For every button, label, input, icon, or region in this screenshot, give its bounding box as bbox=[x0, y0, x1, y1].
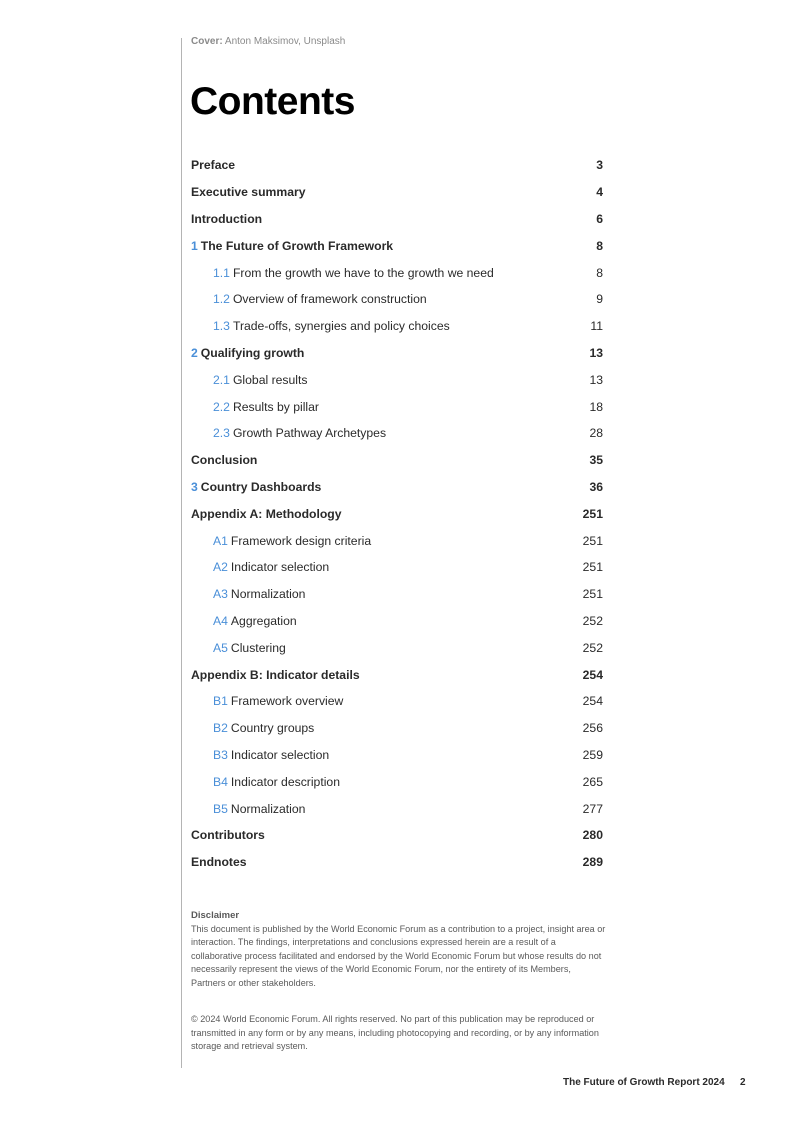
toc-entry-label: Framework design criteria bbox=[230, 533, 372, 548]
toc-entry-label: Global results bbox=[232, 372, 308, 387]
toc-entry-label: Qualifying growth bbox=[200, 345, 305, 360]
toc-entry-title bbox=[191, 239, 393, 253]
toc-entry-label: Executive summary bbox=[191, 185, 306, 200]
toc-entry[interactable] bbox=[191, 179, 603, 206]
toc-entry-page: 251 bbox=[582, 560, 603, 575]
toc-entry-label: Introduction bbox=[191, 211, 263, 226]
toc-entry-page: 251 bbox=[582, 587, 603, 602]
toc-entry-title bbox=[213, 721, 314, 735]
toc-entry[interactable] bbox=[191, 232, 603, 259]
toc-entry-page: 8 bbox=[596, 265, 603, 280]
toc-entry-number: B5 bbox=[213, 801, 228, 816]
toc-entry[interactable] bbox=[191, 152, 603, 179]
toc-entry-page: 254 bbox=[582, 694, 603, 709]
toc-entry[interactable] bbox=[191, 259, 603, 286]
disclaimer bbox=[191, 909, 607, 990]
toc-entry[interactable] bbox=[191, 581, 603, 608]
toc-entry-page: 18 bbox=[589, 399, 603, 414]
toc-entry-number: A3 bbox=[213, 587, 228, 602]
toc-entry-label: Aggregation bbox=[230, 613, 297, 628]
toc-entry[interactable] bbox=[191, 742, 603, 769]
toc-entry-label: Overview of framework construction bbox=[232, 292, 427, 307]
toc-entry-label: Conclusion bbox=[191, 453, 258, 468]
toc-entry-number: 1.1 bbox=[213, 265, 230, 280]
toc-entry[interactable] bbox=[191, 634, 603, 661]
toc-entry-label: Indicator selection bbox=[230, 747, 330, 762]
table-of-contents bbox=[191, 152, 603, 876]
toc-entry[interactable] bbox=[191, 822, 603, 849]
toc-entry-page: 13 bbox=[589, 345, 603, 360]
toc-entry[interactable] bbox=[191, 768, 603, 795]
toc-entry-number: A2 bbox=[213, 560, 228, 575]
toc-entry-title bbox=[191, 185, 306, 199]
toc-entry-page: 252 bbox=[582, 613, 603, 628]
disclaimer-heading: Disclaimer bbox=[191, 910, 240, 921]
toc-entry-title bbox=[213, 775, 340, 789]
toc-entry[interactable] bbox=[191, 447, 603, 474]
toc-entry-page: 8 bbox=[596, 238, 603, 253]
toc-entry-page: 254 bbox=[582, 667, 603, 682]
toc-entry-title bbox=[213, 560, 329, 574]
toc-entry-number: 2.1 bbox=[213, 372, 230, 387]
toc-entry-title bbox=[213, 802, 305, 816]
toc-entry-title bbox=[191, 507, 342, 521]
toc-entry-page: 252 bbox=[582, 640, 603, 655]
toc-entry-title bbox=[191, 480, 321, 494]
toc-entry[interactable] bbox=[191, 366, 603, 393]
toc-entry-title bbox=[213, 534, 371, 548]
toc-entry-title bbox=[213, 694, 343, 708]
toc-entry-label: From the growth we have to the growth we need bbox=[232, 265, 494, 280]
toc-entry-label: Appendix A: Methodology bbox=[191, 506, 342, 521]
toc-entry-page: 28 bbox=[589, 426, 603, 441]
toc-entry-page: 4 bbox=[596, 185, 603, 200]
toc-entry-title bbox=[213, 266, 494, 280]
toc-entry-label: Results by pillar bbox=[232, 399, 319, 414]
toc-entry-page: 256 bbox=[582, 721, 603, 736]
toc-entry-number: A4 bbox=[213, 613, 228, 628]
toc-entry-number: A5 bbox=[213, 640, 228, 655]
toc-entry-page: 280 bbox=[582, 828, 603, 843]
footer-report-title: The Future of Growth Report 2024 bbox=[563, 1077, 725, 1088]
toc-entry[interactable] bbox=[191, 340, 603, 367]
toc-entry-label: Preface bbox=[191, 158, 236, 173]
toc-entry-label: Country groups bbox=[230, 721, 315, 736]
toc-entry[interactable] bbox=[191, 795, 603, 822]
toc-entry-title bbox=[191, 668, 360, 682]
toc-entry-number: 2.3 bbox=[213, 426, 230, 441]
toc-entry[interactable] bbox=[191, 688, 603, 715]
toc-entry-title bbox=[191, 855, 247, 869]
toc-entry[interactable] bbox=[191, 393, 603, 420]
toc-entry-page: 13 bbox=[589, 372, 603, 387]
toc-entry[interactable] bbox=[191, 313, 603, 340]
toc-entry-number: 1.3 bbox=[213, 319, 230, 334]
toc-entry-title bbox=[191, 346, 304, 360]
toc-entry-number: B2 bbox=[213, 721, 228, 736]
toc-entry-label: Trade-offs, synergies and policy choices bbox=[232, 319, 450, 334]
toc-entry-title bbox=[213, 292, 427, 306]
toc-entry[interactable] bbox=[191, 206, 603, 233]
toc-entry-page: 277 bbox=[582, 801, 603, 816]
toc-entry-number: A1 bbox=[213, 533, 228, 548]
footer-page-number: 2 bbox=[740, 1077, 746, 1088]
toc-entry-page: 35 bbox=[589, 453, 603, 468]
toc-entry-title bbox=[213, 641, 286, 655]
toc-entry-label: Growth Pathway Archetypes bbox=[232, 426, 387, 441]
disclaimer-text: This document is published by the World Economic Forum as a contribution to a project, insight area or interaction. The findings, interpretations and conclusions expressed herein are a result of a collaborative process facilitated and endorsed by the World Economic Forum but whose results do not necessarily represent the views of the World Economic Forum, nor the entirety of its Members, Partners or other stakeholders. bbox=[191, 923, 606, 988]
toc-entry-label: Contributors bbox=[191, 828, 265, 843]
toc-entry-title bbox=[191, 212, 262, 226]
toc-entry[interactable] bbox=[191, 420, 603, 447]
toc-entry[interactable] bbox=[191, 608, 603, 635]
toc-entry-page: 265 bbox=[582, 774, 603, 789]
toc-entry-page: 6 bbox=[596, 211, 603, 226]
toc-entry-label: Framework overview bbox=[230, 694, 344, 709]
toc-entry-number: B1 bbox=[213, 694, 228, 709]
toc-entry-title bbox=[213, 400, 319, 414]
cover-credit-text: Anton Maksimov, Unsplash bbox=[224, 36, 346, 47]
toc-entry-number: B3 bbox=[213, 747, 228, 762]
toc-entry-number: 1.2 bbox=[213, 292, 230, 307]
toc-entry[interactable] bbox=[191, 554, 603, 581]
toc-entry-page: 259 bbox=[582, 747, 603, 762]
toc-entry-number: 2.2 bbox=[213, 399, 230, 414]
toc-entry-number: 3 bbox=[191, 479, 198, 494]
toc-entry-label: Indicator selection bbox=[230, 560, 330, 575]
toc-entry-title bbox=[213, 614, 297, 628]
toc-entry-title bbox=[213, 748, 329, 762]
toc-entry-label: Clustering bbox=[230, 640, 286, 655]
toc-entry-number: 1 bbox=[191, 238, 198, 253]
toc-entry[interactable] bbox=[191, 500, 603, 527]
page-title: Contents bbox=[190, 80, 355, 123]
toc-entry[interactable] bbox=[191, 715, 603, 742]
toc-entry-page: 3 bbox=[596, 158, 603, 173]
copyright-notice: © 2024 World Economic Forum. All rights reserved. No part of this publication may be reproduced or transmitted in any form or by any means, including photocopying and recording, or by any information storage and retrieval system. bbox=[191, 1014, 599, 1051]
toc-entry-label: Endnotes bbox=[191, 855, 247, 870]
toc-entry[interactable] bbox=[191, 661, 603, 688]
toc-entry-label: Country Dashboards bbox=[200, 479, 322, 494]
toc-entry-number: 2 bbox=[191, 345, 198, 360]
toc-entry-page: 36 bbox=[589, 479, 603, 494]
toc-entry-title bbox=[213, 587, 305, 601]
toc-entry-page: 251 bbox=[582, 506, 603, 521]
toc-entry-title bbox=[191, 158, 235, 172]
toc-entry-title bbox=[213, 319, 450, 333]
cover-credit bbox=[191, 36, 345, 47]
toc-entry-label: Indicator description bbox=[230, 774, 340, 789]
toc-entry[interactable] bbox=[191, 527, 603, 554]
toc-entry-title bbox=[191, 828, 265, 842]
toc-entry-title bbox=[191, 453, 257, 467]
toc-entry-title bbox=[213, 373, 307, 387]
toc-entry-label: Normalization bbox=[230, 801, 306, 816]
margin-rule bbox=[181, 38, 182, 1068]
toc-entry-page: 251 bbox=[582, 533, 603, 548]
toc-entry[interactable] bbox=[191, 474, 603, 501]
cover-credit-label: Cover: bbox=[191, 36, 223, 47]
toc-entry[interactable] bbox=[191, 849, 603, 876]
toc-entry-label: Appendix B: Indicator details bbox=[191, 667, 360, 682]
toc-entry-page: 9 bbox=[596, 292, 603, 307]
toc-entry-title bbox=[213, 426, 386, 440]
toc-entry-label: Normalization bbox=[230, 587, 306, 602]
toc-entry-page: 289 bbox=[582, 855, 603, 870]
toc-entry-page: 11 bbox=[590, 319, 603, 334]
toc-entry-number: B4 bbox=[213, 774, 228, 789]
toc-entry-label: The Future of Growth Framework bbox=[200, 238, 394, 253]
toc-entry[interactable] bbox=[191, 286, 603, 313]
